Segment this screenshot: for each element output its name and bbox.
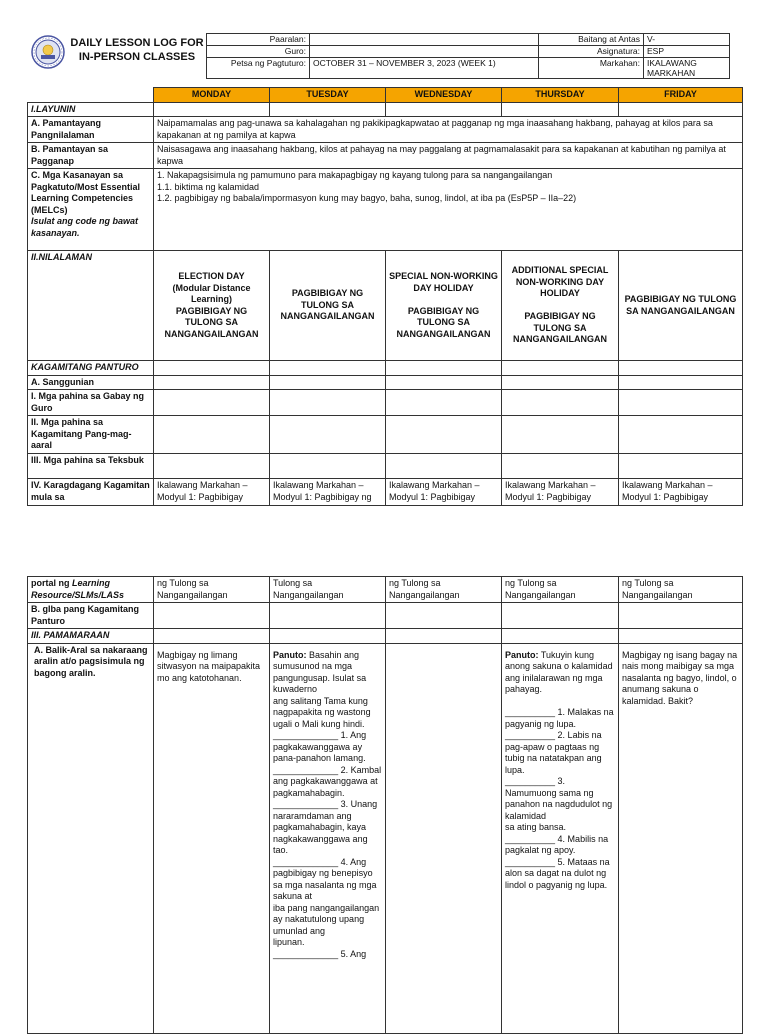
karagdagang-thursday: Ikalawang Markahan – Modyul 1: Pagbibigay <box>502 479 619 506</box>
pang-mag-aaral-label: II. Mga pahina sa Kagamitang Pang-mag-aaral <box>28 416 154 454</box>
karagdagang-wednesday: Ikalawang Markahan – Modyul 1: Pagbibigay <box>386 479 502 506</box>
guro-value[interactable] <box>310 46 539 58</box>
melc-label-cell <box>28 169 154 251</box>
guro-label: Guro: <box>207 46 310 58</box>
nilalaman-heading: II.NILALAMAN <box>28 251 154 361</box>
iba-pang-kagamitan-label: B. gIba pang Kagamitang Panturo <box>28 603 154 629</box>
paaralan-label: Paaralan: <box>207 34 310 46</box>
balik-aral-label: A. Balik-Aral sa nakaraang aralin at/o pagsisimula ng bagong aralin. <box>28 643 154 1033</box>
day-header-wednesday: WEDNESDAY <box>386 88 502 103</box>
nilalaman-friday: PAGBIBIGAY NG TULONG SA NANGANGAILANGAN <box>619 251 743 361</box>
nilalaman-wednesday: SPECIAL NON-WORKING DAY HOLIDAY PAGBIBIGAY NG TULONG SA NANGANGAILANGAN <box>386 251 502 361</box>
day-header-friday: FRIDAY <box>619 88 743 103</box>
gabay-ng-guro-label: I. Mga pahina sa Gabay ng Guro <box>28 390 154 416</box>
karagdagang-kagamitan-label: IV. Karagdagang Kagamitan mula sa <box>28 479 154 506</box>
balik-aral-tuesday: Panuto: Basahin ang sumusunod na mga pangungusap. Isulat sa kuwaderno ang salitang Tama kung nagpapakita ng wastong ugali o Mali kung hindi. _____________ 1. Ang pagkakawanggawa ay pana-panahon lamang. _____________ 2. Kambal ang pagkakawanggawa at pagkamahabagin. _____________ 3. Unang nararamdaman ang pagkamahabagin, kaya nagkakawanggawa ang tao. _____________ 4. Ang pagbibigay ng benepisyo sa mga nasalanta ng mga sakuna at iba pang nangangailangan ay nakatutulong upang umunlad ang lipunan. _____________ 5. Ang <box>270 643 386 1033</box>
balik-aral-monday: Magbigay ng limang sitwasyon na maipapakita mo ang katotohanan. <box>154 643 270 1033</box>
balik-aral-wednesday <box>386 643 502 1033</box>
lesson-log-table-continued <box>27 576 743 1034</box>
school-info-table <box>206 33 730 79</box>
portal-monday: ng Tulong sa Nangangailangan <box>154 577 270 603</box>
pamantayang-pangnilalaman-label: A. Pamantayang Pangnilalaman <box>28 117 154 143</box>
pamantayan-sa-pagganap-label: B. Pamantayan sa Pagganap <box>28 143 154 169</box>
karagdagang-monday: Ikalawang Markahan – Modyul 1: Pagbibigay <box>154 479 270 506</box>
markahan-value[interactable]: IKALAWANG MARKAHAN <box>644 58 730 79</box>
portal-tuesday: Tulong sa Nangangailangan <box>270 577 386 603</box>
day-header-thursday: THURSDAY <box>502 88 619 103</box>
asignatura-value[interactable]: ESP <box>644 46 730 58</box>
portal-wednesday: ng Tulong sa Nangangailangan <box>386 577 502 603</box>
nilalaman-monday: ELECTION DAY (Modular Distance Learning) PAGBIBIGAY NG TULONG SA NANGANGAILANGAN <box>154 251 270 361</box>
nilalaman-tuesday: PAGBIBIGAY NG TULONG SA NANGANGAILANGAN <box>270 251 386 361</box>
lesson-log-table <box>27 87 743 506</box>
karagdagang-friday: Ikalawang Markahan – Modyul 1: Pagbibigay <box>619 479 743 506</box>
markahan-label: Markahan: <box>539 58 644 79</box>
document-title-line1: DAILY LESSON LOG FOR <box>70 37 204 49</box>
petsa-label: Petsa ng Pagtuturo: <box>207 58 310 79</box>
pamantayan-sa-pagganap-text: Naisasagawa ang inaasahang hakbang, kilos at pahayag na may paggalang at pagmamalasakit para sa kapakanan at kabutihan ng pamilya at kapwa <box>154 143 743 169</box>
teksbuk-label: III. Mga pahina sa Teksbuk <box>28 454 154 479</box>
paaralan-value[interactable] <box>310 34 539 46</box>
baitang-value[interactable]: V- <box>644 34 730 46</box>
asignatura-label: Asignatura: <box>539 46 644 58</box>
karagdagang-tuesday: Ikalawang Markahan – Modyul 1: Pagbibigay ng <box>270 479 386 506</box>
portal-thursday: ng Tulong sa Nangangailangan <box>502 577 619 603</box>
portal-friday: ng Tulong sa Nangangailangan <box>619 577 743 603</box>
day-header-monday: MONDAY <box>154 88 270 103</box>
pamamaraan-heading: III. PAMAMARAAN <box>28 629 154 644</box>
baitang-label: Baitang at Antas <box>539 34 644 46</box>
melc-label: C. Mga Kasanayan sa Pagkatuto/Most Essential Learning Competencies (MELCs) <box>31 170 141 215</box>
nilalaman-thursday: ADDITIONAL SPECIAL NON-WORKING DAY HOLIDAY PAGBIBIGAY NG TULONG SA NANGANGAILANGAN <box>502 251 619 361</box>
document-title <box>68 36 206 64</box>
layunin-heading: I.LAYUNIN <box>28 102 154 117</box>
document-title-line2: IN-PERSON CLASSES <box>78 51 196 63</box>
melc-note: Isulat ang code ng bawat kasanayan. <box>31 216 139 238</box>
balik-aral-thursday: Panuto: Tukuyin kung anong sakuna o kalamidad ang inilalarawan ng mga pahayag. __________ 1. Malakas na pagyanig ng lupa. __________ 2. Labis na pag-apaw o pagtaas ng tubig na natatakpan ang lupa. __________ 3. Namumuong sama ng panahon na nagdudulot ng kalamidad sa ating bansa. __________ 4. Mabilis na pagkalat ng apoy. __________ 5. Mataas na alon sa dagat na dulot ng lindol o pagyanig ng lupa. <box>502 643 619 1033</box>
day-header-tuesday: TUESDAY <box>270 88 386 103</box>
portal-label: portal ng Learning Resource/SLMs/LASs <box>28 577 154 603</box>
kagamitang-panturo-heading: KAGAMITANG PANTURO <box>28 361 154 376</box>
deped-seal-logo <box>31 35 65 69</box>
balik-aral-friday: Magbigay ng isang bagay na nais mong maibigay sa mga nasalanta ng bagyo, lindol, o anumang sakuna o kalamidad. Bakit? <box>619 643 743 1033</box>
pamantayang-pangnilalaman-text: Naipamamalas ang pag-unawa sa kahalagahan ng pakikipagkapwatao at pagganap ng mga inaasahang hakbang, pahayag at kilos para sa kapakanan at ng pamilya at kapwa <box>154 117 743 143</box>
petsa-value[interactable]: OCTOBER 31 – NOVEMBER 3, 2023 (WEEK 1) <box>310 58 539 79</box>
corner-cell <box>28 88 154 103</box>
melc-text: 1. Nakapagsisimula ng pamumuno para makapagbigay ng kayang tulong para sa nangangailangan 1.1. biktima ng kalamidad 1.2. pagbibigay ng babala/impormasyon kung may bagyo, baha, sunog, lindol, at iba pa (EsP5P – IIa–22) <box>154 169 743 251</box>
sanggunian-label: A. Sanggunian <box>28 375 154 390</box>
